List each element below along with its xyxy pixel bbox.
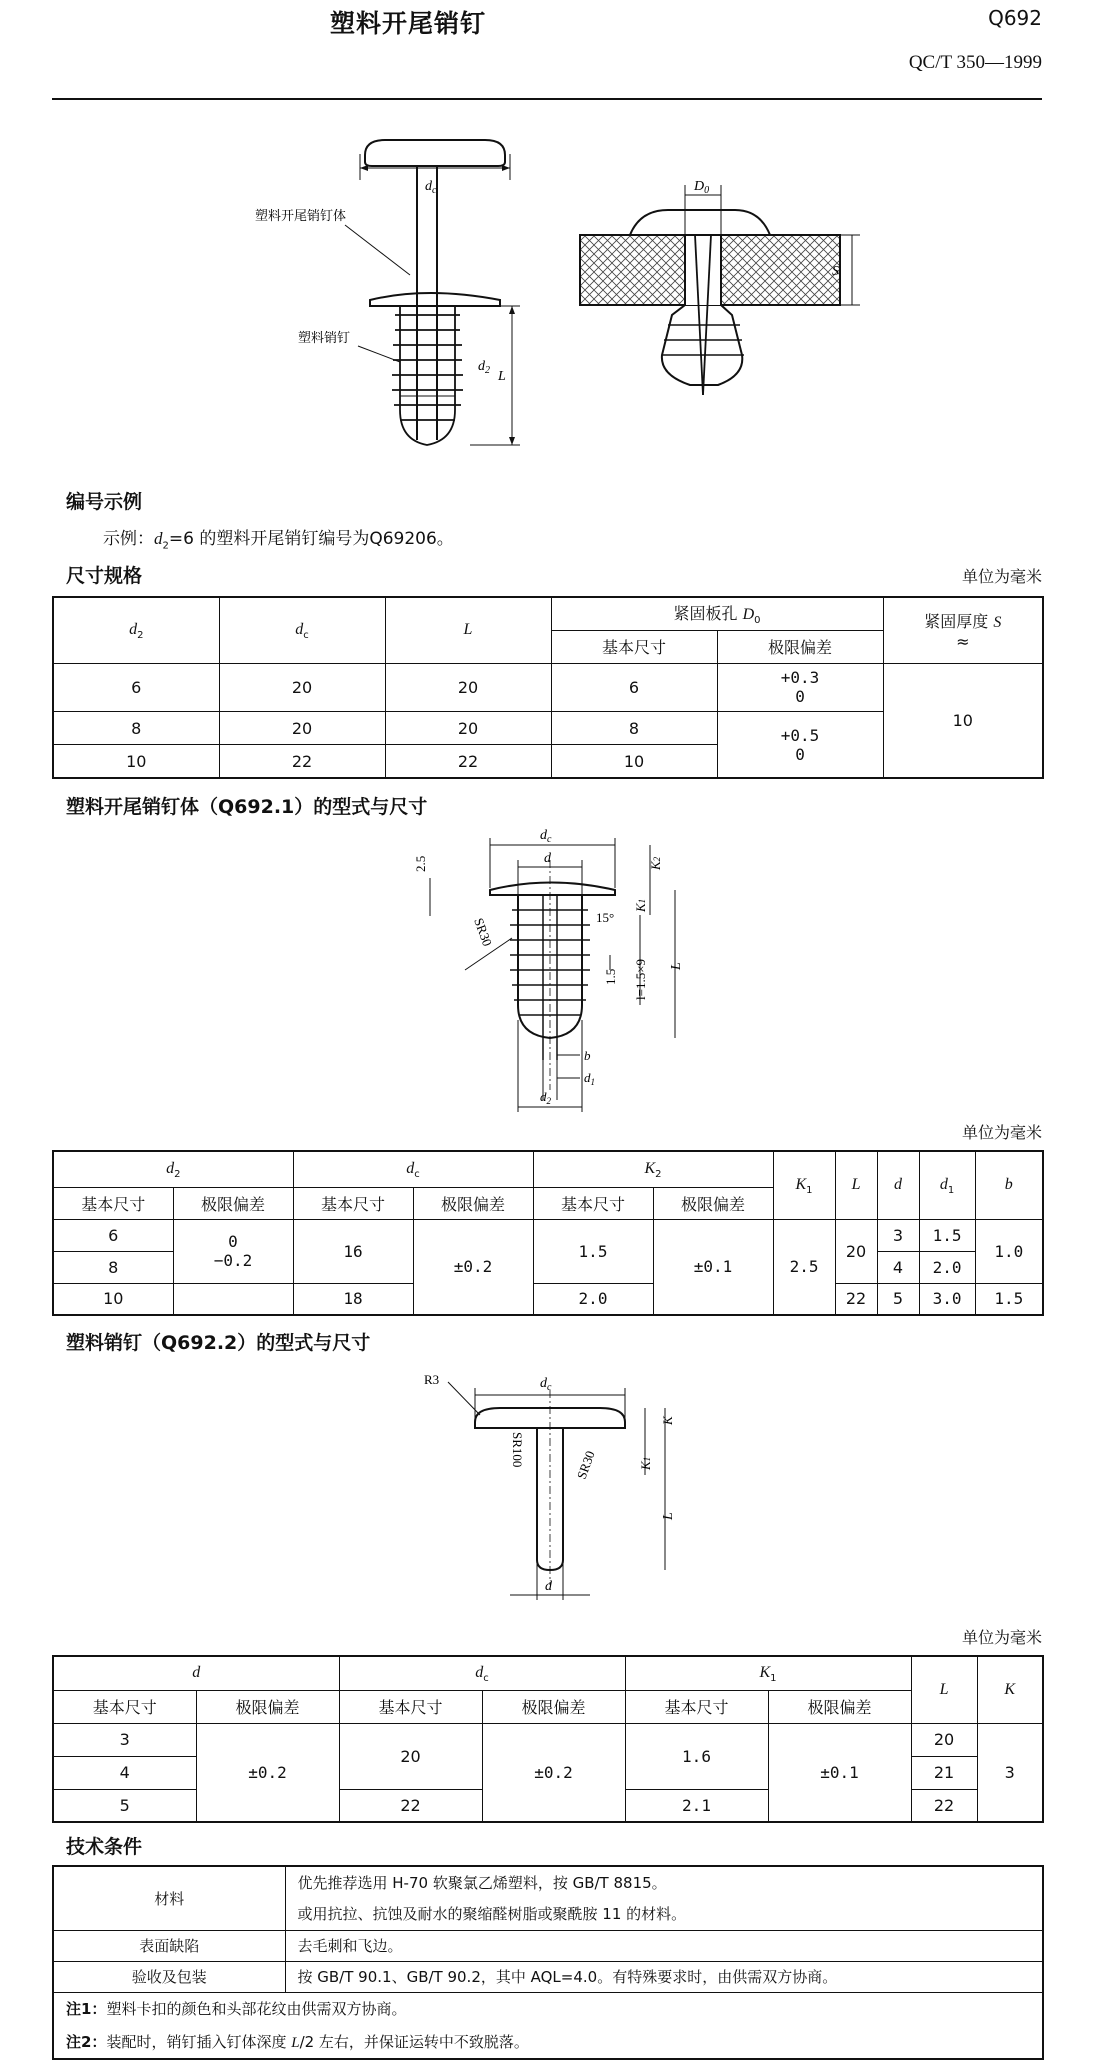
size-spec-table xyxy=(52,596,1044,779)
hdr-base: 基本尺寸 xyxy=(53,1187,173,1219)
fig1-SR30: SR30 xyxy=(471,915,496,949)
hdr-base: 基本尺寸 xyxy=(551,630,717,663)
hdr-d: d xyxy=(53,1656,339,1690)
tech-note-2: 注2：装配时，销钉插入钉体深度 L/2 左右，并保证运转中不致脱落。 xyxy=(53,2025,1043,2059)
tech-heading: 技术条件 xyxy=(66,1836,143,1858)
size-spec-heading: 尺寸规格 xyxy=(66,565,143,587)
cell: ±0.1 xyxy=(653,1219,773,1315)
fig1-d: d xyxy=(544,851,551,866)
dim-D0-label: $D_0$ xyxy=(694,179,710,196)
body-flange-shape xyxy=(370,293,500,306)
cell-tol: +0.3 0 xyxy=(717,663,883,711)
page-title: 塑料开尾销钉 xyxy=(330,9,487,38)
fig1-b: b xyxy=(584,1048,591,1063)
cell: ±0.1 xyxy=(768,1723,911,1822)
cell: 3 xyxy=(877,1219,919,1251)
hdr-dc: $d_c$ xyxy=(293,1151,533,1187)
hdr-base: 基本尺寸 xyxy=(533,1187,653,1219)
cell: 6 xyxy=(551,663,717,711)
cell-d2-tol: 0 −0.2 xyxy=(173,1219,293,1283)
tech-table xyxy=(52,1865,1044,2060)
cell: 2.0 xyxy=(919,1251,975,1283)
hdr-tol: 极限偏差 xyxy=(768,1690,911,1723)
cell: 2.5 xyxy=(773,1219,835,1315)
cell: 6 xyxy=(53,1219,173,1251)
cell: 6 xyxy=(53,663,219,711)
tech-defect: 去毛刺和飞边。 xyxy=(285,1930,1043,1961)
pin-table xyxy=(52,1655,1044,1823)
cell: 8 xyxy=(551,712,717,745)
hdr-base: 基本尺寸 xyxy=(625,1690,768,1723)
hdr-thick: 紧固厚度 S ≈ xyxy=(883,597,1043,663)
cell: 2.1 xyxy=(625,1789,768,1822)
fig1-15: 1.5 xyxy=(603,968,618,985)
assembly-drawing xyxy=(0,110,1100,470)
example-text: 示例：$d_2=6$ 的塑料开尾销钉编号为Q69206。 xyxy=(103,529,454,552)
body-section-heading: 塑料开尾销钉体（Q692.1）的型式与尺寸 xyxy=(66,796,428,818)
cell: 1.0 xyxy=(975,1219,1043,1283)
hdr-base: 基本尺寸 xyxy=(53,1690,196,1723)
hdr-d: d xyxy=(877,1151,919,1219)
tech-material-1: 优先推荐选用 H-70 软聚氯乙烯塑料，按 GB/T 8815。 xyxy=(285,1866,1043,1898)
hdr-K1: $K_1$ xyxy=(773,1151,835,1219)
fig2-dc: $d_c$ xyxy=(540,1376,552,1393)
cell: 18 xyxy=(293,1283,413,1315)
hdr-d1: $d_1$ xyxy=(919,1151,975,1219)
cell: 20 xyxy=(219,712,385,745)
hdr-tol: 极限偏差 xyxy=(196,1690,339,1723)
hdr-base: 基本尺寸 xyxy=(293,1187,413,1219)
label-pin: 塑料销钉 xyxy=(298,330,351,345)
hdr-tol: 极限偏差 xyxy=(173,1187,293,1219)
fig1-angle: 15° xyxy=(596,910,615,925)
fig2-SR100: SR100 xyxy=(510,1432,525,1468)
pin-unit: 单位为毫米 xyxy=(961,1628,1042,1647)
cell: 22 xyxy=(219,745,385,778)
cell: 20 xyxy=(339,1723,482,1789)
hdr-hole: 紧固板孔 $D_0$ xyxy=(551,597,883,630)
hdr-tol: 极限偏差 xyxy=(413,1187,533,1219)
fig1-25: 2.5 xyxy=(413,855,428,872)
fig2-K: K xyxy=(660,1416,675,1425)
cell: 5 xyxy=(53,1789,196,1822)
hdr-b: b xyxy=(975,1151,1043,1219)
fig1-dc: $d_c$ xyxy=(540,828,552,845)
dim-S-label: S xyxy=(832,264,839,279)
cell: 4 xyxy=(877,1251,919,1283)
hdr-d2: $d_2$ xyxy=(53,1151,293,1187)
cell: 3.0 xyxy=(919,1283,975,1315)
standard-code: Q692 xyxy=(988,6,1042,30)
installed-head xyxy=(630,210,770,235)
fig1-L: L xyxy=(669,962,684,970)
cell: 22 xyxy=(385,745,551,778)
tech-accept-label: 验收及包装 xyxy=(53,1961,285,1992)
fig2-L: L xyxy=(661,1512,676,1520)
cell: 22 xyxy=(835,1283,877,1315)
fig2-K1: K1 xyxy=(638,1456,653,1470)
pin-section-heading: 塑料销钉（Q692.2）的型式与尺寸 xyxy=(66,1332,371,1354)
standard-number: QC/T 350—1999 xyxy=(908,52,1042,73)
cell: 5 xyxy=(877,1283,919,1315)
hdr-K1: $K_1$ xyxy=(625,1656,911,1690)
hdr-L: L xyxy=(835,1151,877,1219)
cell: 20 xyxy=(911,1723,977,1756)
cell: 3 xyxy=(53,1723,196,1756)
fig2-R3: R3 xyxy=(424,1372,440,1387)
cell: 20 xyxy=(385,663,551,711)
hdr-dc: $d_c$ xyxy=(339,1656,625,1690)
hdr-dc: $d_c$ xyxy=(219,597,385,663)
body-table xyxy=(52,1150,1044,1316)
hdr-L: L xyxy=(385,597,551,663)
hdr-base: 基本尺寸 xyxy=(339,1690,482,1723)
cell: 1.6 xyxy=(625,1723,768,1789)
example-heading: 编号示例 xyxy=(66,491,143,513)
cell: 2.0 xyxy=(533,1283,653,1315)
fig2-SR30: SR30 xyxy=(573,1448,598,1482)
hdr-tol: 极限偏差 xyxy=(482,1690,625,1723)
fig1-l: l=1.5×9 xyxy=(633,958,648,1000)
cell: 20 xyxy=(385,712,551,745)
body-unit: 单位为毫米 xyxy=(961,1123,1042,1142)
cell: 22 xyxy=(911,1789,977,1822)
fig2-d: d xyxy=(545,1579,552,1594)
cell: 20 xyxy=(219,663,385,711)
body-drawing xyxy=(0,820,1100,1120)
cell: 10 xyxy=(53,745,219,778)
cell: 1.5 xyxy=(919,1219,975,1251)
cell: 8 xyxy=(53,712,219,745)
cell-tol: +0.5 0 xyxy=(717,712,883,778)
cell: 4 xyxy=(53,1756,196,1789)
fig1-K2: K2 xyxy=(648,856,663,870)
cell: 1.5 xyxy=(975,1283,1043,1315)
cell: ±0.2 xyxy=(482,1723,625,1822)
tech-note-1: 注1：塑料卡扣的颜色和头部花纹由供需双方协商。 xyxy=(53,1992,1043,2025)
hdr-tol: 极限偏差 xyxy=(653,1187,773,1219)
hdr-L: L xyxy=(911,1656,977,1723)
cell: 8 xyxy=(53,1251,173,1283)
size-spec-unit: 单位为毫米 xyxy=(961,567,1042,586)
fig1-d1: $d_1$ xyxy=(584,1070,595,1087)
hdr-d2: $d_2$ xyxy=(53,597,219,663)
body-ribs xyxy=(392,306,463,445)
fig1-d2: $d_2$ xyxy=(540,1089,551,1106)
tech-material-2: 或用抗拉、抗蚀及耐水的聚缩醛树脂或聚酰胺 11 的材料。 xyxy=(285,1898,1043,1930)
tech-material-label: 材料 xyxy=(53,1866,285,1930)
dim-L-label: L xyxy=(498,369,506,384)
hdr-K2: $K_2$ xyxy=(533,1151,773,1187)
tech-defect-label: 表面缺陷 xyxy=(53,1930,285,1961)
pin-drawing xyxy=(0,1360,1100,1620)
cell: 21 xyxy=(911,1756,977,1789)
cell: 1.5 xyxy=(533,1219,653,1283)
cell-S: 10 xyxy=(883,663,1043,778)
cell: 10 xyxy=(53,1283,173,1315)
hdr-K: K xyxy=(977,1656,1043,1723)
cell: 22 xyxy=(339,1789,482,1822)
cell: 10 xyxy=(551,745,717,778)
fig1-K1: K1 xyxy=(633,898,648,912)
cell: 20 xyxy=(835,1219,877,1283)
cell: ±0.2 xyxy=(413,1219,533,1315)
label-body: 塑料开尾销钉体 xyxy=(255,208,347,223)
hdr-tol: 极限偏差 xyxy=(717,630,883,663)
header-rule xyxy=(52,98,1042,100)
pin-head-shape xyxy=(365,140,505,166)
dim-d2-label: $d_2$ xyxy=(478,359,490,376)
cell: 16 xyxy=(293,1219,413,1283)
cell: ±0.2 xyxy=(196,1723,339,1822)
tech-accept: 按 GB/T 90.1、GB/T 90.2，其中 AQL=4.0。有特殊要求时，由供需双方协商。 xyxy=(285,1961,1043,1992)
cell: 3 xyxy=(977,1723,1043,1822)
dim-dc-label: $d_c$ xyxy=(425,179,437,196)
